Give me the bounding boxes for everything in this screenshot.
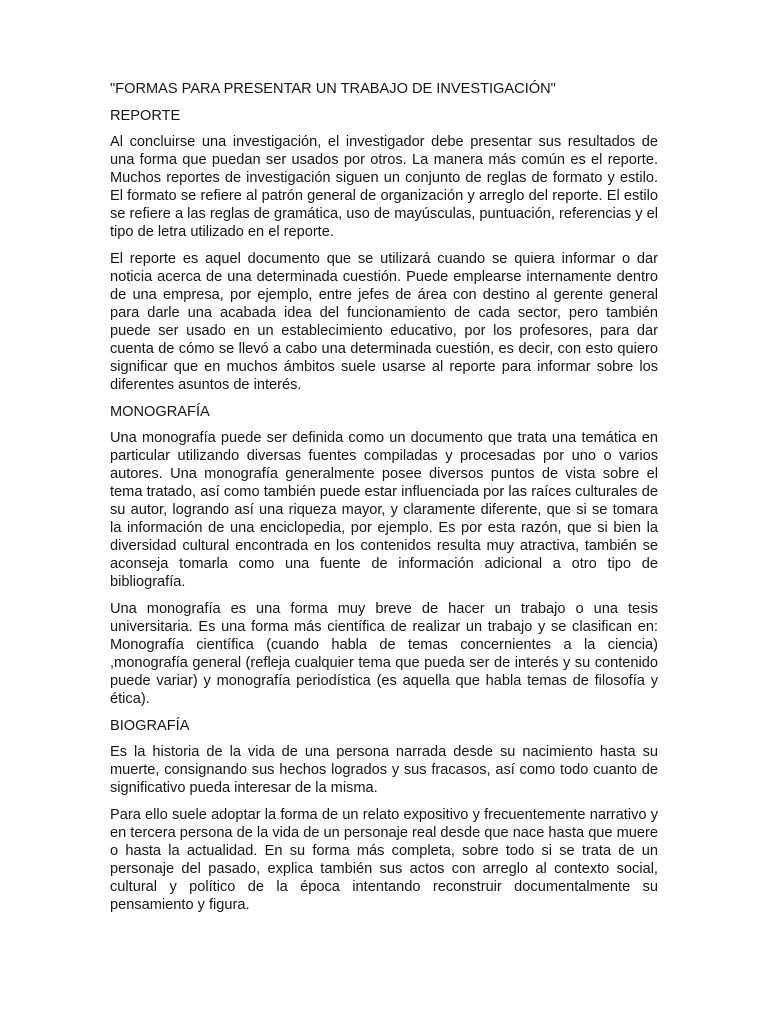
- document-title: "FORMAS PARA PRESENTAR UN TRABAJO DE INVESTIGACIÓN": [110, 81, 556, 97]
- section-reporte: [110, 107, 658, 394]
- section-monografia: [110, 403, 658, 708]
- section-heading: MONOGRAFÍA: [110, 404, 210, 420]
- section-biografia: [110, 717, 658, 914]
- paragraph: Para ello suele adoptar la forma de un relato expositivo y frecuentemente narrativo y en tercera persona de la vida de un personaje real desde que nace hasta que muere o hasta la actualidad. En su forma más completa, sobre todo si se trata de un personaje del pasado, explica también sus actos con arreglo al contexto social, cultural y político de la época intentando reconstruir documentalmente su pensamiento y figura.: [110, 807, 658, 913]
- section-heading: REPORTE: [110, 108, 181, 124]
- paragraph: Una monografía puede ser definida como un documento que trata una temática en particular utilizando diversas fuentes compiladas y procesadas por uno o varios autores. Una monografía generalmente posee diversos puntos de vista sobre el tema tratado, así como también puede estar influenciada por las raíces culturales de su autor, logrando así una riqueza mayor, y claramente diferente, que si se tomara la información de una enciclopedia, por ejemplo. Es por esta razón, que si bien la diversidad cultural encontrada en los contenidos resulta muy atractiva, también se aconseja tomarla como una fuente de información adicional a otro tipo de bibliografía.: [110, 430, 658, 590]
- document-page: [110, 80, 658, 923]
- paragraph: Es la historia de la vida de una persona narrada desde su nacimiento hasta su muerte, consignando sus hechos logrados y sus fracasos, así como todo cuanto de significativo pueda interesar de la misma.: [110, 744, 658, 796]
- paragraph: Al concluirse una investigación, el investigador debe presentar sus resultados de una forma que puedan ser usados por otros. La manera más común es el reporte. Muchos reportes de investigación siguen un conjunto de reglas de formato y estilo. El formato se refiere al patrón general de organización y arreglo del reporte. El estilo se refiere a las reglas de gramática, uso de mayúsculas, puntuación, referencias y el tipo de letra utilizado en el reporte.: [110, 134, 658, 240]
- paragraph: Una monografía es una forma muy breve de hacer un trabajo o una tesis universitaria. Es una forma más científica de realizar un trabajo y se clasifican en: Monografía científica (cuando habla de temas concernientes a la ciencia) ,monografía general (refleja cualquier tema que pueda ser de interés y su contenido puede variar) y monografía periodística (es aquella que habla temas de filosofía y ética).: [110, 601, 658, 707]
- section-heading: BIOGRAFÍA: [110, 718, 190, 734]
- paragraph: El reporte es aquel documento que se utilizará cuando se quiera informar o dar noticia acerca de una determinada cuestión. Puede emplearse internamente dentro de una empresa, por ejemplo, entre jefes de área con destino al gerente general para darle una acabada idea del funcionamiento de cada sector, pero también puede ser usado en un establecimiento educativo, por los profesores, para dar cuenta de cómo se llevó a cabo una determinada cuestión, es decir, con esto quiero significar que en muchos ámbitos suele usarse al reporte para informar sobre los diferentes asuntos de interés.: [110, 251, 658, 393]
